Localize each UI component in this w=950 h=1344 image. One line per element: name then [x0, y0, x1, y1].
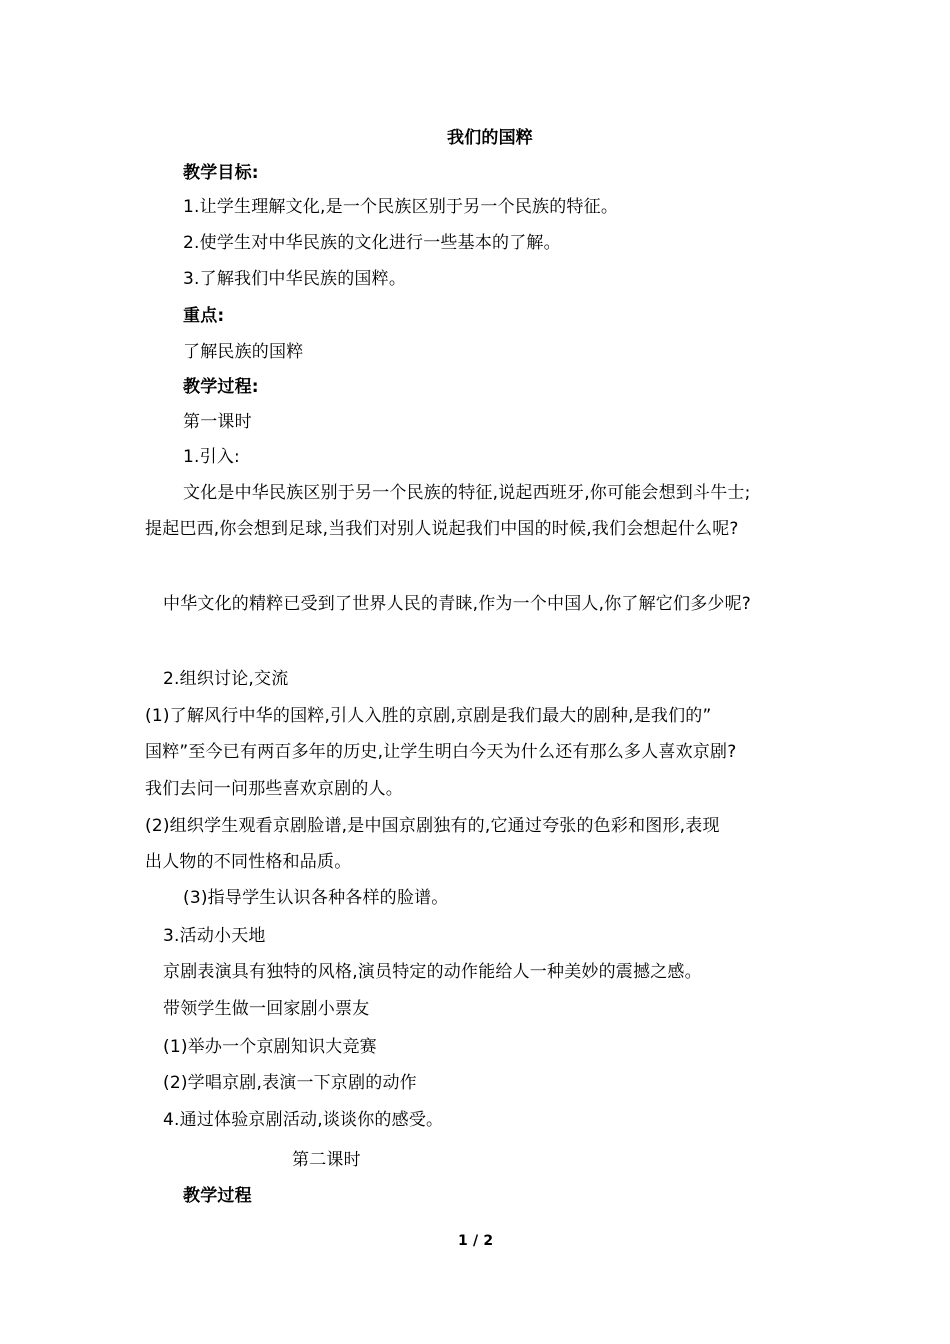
- step-heading: 4.通过体验京剧活动,谈谈你的感受。: [163, 1110, 444, 1130]
- document-title: 我们的国粹: [447, 128, 533, 148]
- objective-item: 2.使学生对中华民族的文化进行一些基本的了解。: [183, 233, 561, 253]
- paragraph-line: (1)了解风行中华的国粹,引人入胜的京剧,京剧是我们最大的剧种,是我们的”: [145, 706, 712, 726]
- lesson-heading: 第一课时: [183, 412, 252, 432]
- step-heading: 1.引入:: [183, 447, 240, 467]
- list-item: (1)举办一个京剧知识大竞赛: [163, 1037, 377, 1057]
- objective-item: 1.让学生理解文化,是一个民族区别于另一个民族的特征。: [183, 197, 619, 217]
- step-heading: 3.活动小天地: [163, 926, 266, 946]
- paragraph-line: 我们去问一问那些喜欢京剧的人。: [145, 779, 403, 799]
- process-heading: 教学过程: [183, 1186, 252, 1206]
- paragraph-line: (3)指导学生认识各种各样的脸谱。: [183, 888, 449, 908]
- objective-item: 3.了解我们中华民族的国粹。: [183, 269, 407, 289]
- list-item: (2)学唱京剧,表演一下京剧的动作: [163, 1073, 417, 1093]
- page-number: 1 / 2: [458, 1233, 494, 1249]
- process-heading: 教学过程:: [183, 377, 259, 397]
- paragraph-line: 文化是中华民族区别于另一个民族的特征,说起西班牙,你可能会想到斗牛士;: [183, 483, 751, 503]
- step-heading: 2.组织讨论,交流: [163, 669, 289, 689]
- paragraph-line: 国粹”至今已有两百多年的历史,让学生明白今天为什么还有那么多人喜欢京剧?: [145, 742, 737, 762]
- objectives-heading: 教学目标:: [183, 163, 259, 183]
- lesson-heading: 第二课时: [292, 1150, 361, 1170]
- key-point-heading: 重点:: [183, 306, 225, 326]
- paragraph-line: 带领学生做一回家剧小票友: [163, 999, 370, 1019]
- key-point-text: 了解民族的国粹: [183, 342, 304, 362]
- paragraph-line: 中华文化的精粹已受到了世界人民的青睐,作为一个中国人,你了解它们多少呢?: [163, 594, 752, 614]
- paragraph-line: 出人物的不同性格和品质。: [145, 852, 352, 872]
- paragraph-line: 提起巴西,你会想到足球,当我们对别人说起我们中国的时候,我们会想起什么呢?: [145, 519, 739, 539]
- paragraph-line: (2)组织学生观看京剧脸谱,是中国京剧独有的,它通过夸张的色彩和图形,表现: [145, 816, 720, 836]
- paragraph-line: 京剧表演具有独特的风格,演员特定的动作能给人一种美妙的震撼之感。: [163, 962, 702, 982]
